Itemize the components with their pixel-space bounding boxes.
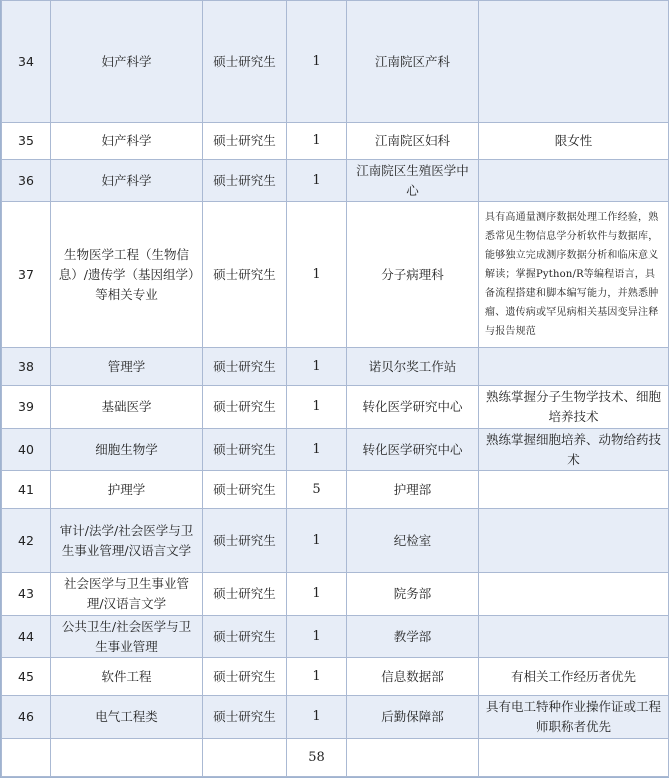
total-empty-cell xyxy=(2,739,51,777)
degree-cell: 硕士研究生 xyxy=(203,658,287,696)
requirement-cell: 限女性 xyxy=(479,123,669,160)
major-cell: 社会医学与卫生事业管理/汉语言文学 xyxy=(51,573,203,616)
table-row xyxy=(2,509,669,573)
department-cell: 转化医学研究中心 xyxy=(347,429,479,471)
major-cell: 基础医学 xyxy=(51,386,203,429)
requirement-cell: 具有高通量测序数据处理工作经验，熟悉常见生物信息学分析软件与数据库，能够独立完成测序数据分析和临床意义解读；掌握Python/R等编程语言，具备流程搭建和脚本编写能力，并熟悉肿瘤、遗传病或罕见病相关基因变异注释与报告规范 xyxy=(479,202,669,348)
recruitment-table xyxy=(1,0,669,777)
requirement-cell xyxy=(479,471,669,509)
table-row xyxy=(2,160,669,202)
count-cell: 1 xyxy=(287,123,347,160)
total-empty-cell xyxy=(51,739,203,777)
row-number: 42 xyxy=(2,509,51,573)
total-count-cell: 58 xyxy=(287,739,347,777)
degree-cell: 硕士研究生 xyxy=(203,160,287,202)
degree-cell: 硕士研究生 xyxy=(203,202,287,348)
department-cell: 教学部 xyxy=(347,616,479,658)
major-cell: 护理学 xyxy=(51,471,203,509)
count-cell: 5 xyxy=(287,471,347,509)
table-row xyxy=(2,348,669,386)
major-cell: 妇产科学 xyxy=(51,1,203,123)
row-number: 43 xyxy=(2,573,51,616)
requirement-cell xyxy=(479,616,669,658)
degree-cell: 硕士研究生 xyxy=(203,573,287,616)
degree-cell: 硕士研究生 xyxy=(203,471,287,509)
table-row xyxy=(2,471,669,509)
department-cell: 护理部 xyxy=(347,471,479,509)
table-row xyxy=(2,573,669,616)
department-cell: 院务部 xyxy=(347,573,479,616)
department-cell: 诺贝尔奖工作站 xyxy=(347,348,479,386)
total-empty-cell xyxy=(479,739,669,777)
count-cell: 1 xyxy=(287,429,347,471)
department-cell: 江南院区产科 xyxy=(347,1,479,123)
row-number: 41 xyxy=(2,471,51,509)
degree-cell: 硕士研究生 xyxy=(203,386,287,429)
count-cell: 1 xyxy=(287,160,347,202)
table-row xyxy=(2,616,669,658)
requirement-cell xyxy=(479,509,669,573)
total-empty-cell xyxy=(203,739,287,777)
table-row xyxy=(2,202,669,348)
row-number: 37 xyxy=(2,202,51,348)
table-row xyxy=(2,696,669,739)
major-cell: 审计/法学/社会医学与卫生事业管理/汉语言文学 xyxy=(51,509,203,573)
table-row xyxy=(2,123,669,160)
major-cell: 管理学 xyxy=(51,348,203,386)
row-number: 34 xyxy=(2,1,51,123)
major-cell: 软件工程 xyxy=(51,658,203,696)
count-cell: 1 xyxy=(287,658,347,696)
department-cell: 转化医学研究中心 xyxy=(347,386,479,429)
table-body xyxy=(2,1,669,777)
degree-cell: 硕士研究生 xyxy=(203,696,287,739)
table-row xyxy=(2,1,669,123)
count-cell: 1 xyxy=(287,616,347,658)
count-cell: 1 xyxy=(287,1,347,123)
row-number: 46 xyxy=(2,696,51,739)
department-cell: 后勤保障部 xyxy=(347,696,479,739)
row-number: 35 xyxy=(2,123,51,160)
requirement-cell: 具有电工特种作业操作证或工程师职称者优先 xyxy=(479,696,669,739)
department-cell: 纪检室 xyxy=(347,509,479,573)
major-cell: 公共卫生/社会医学与卫生事业管理 xyxy=(51,616,203,658)
table-row xyxy=(2,429,669,471)
requirement-cell: 熟练掌握细胞培养、动物给药技术 xyxy=(479,429,669,471)
count-cell: 1 xyxy=(287,573,347,616)
major-cell: 妇产科学 xyxy=(51,123,203,160)
major-cell: 电气工程类 xyxy=(51,696,203,739)
row-number: 45 xyxy=(2,658,51,696)
major-cell: 妇产科学 xyxy=(51,160,203,202)
department-cell: 信息数据部 xyxy=(347,658,479,696)
degree-cell: 硕士研究生 xyxy=(203,123,287,160)
department-cell: 江南院区生殖医学中心 xyxy=(347,160,479,202)
requirement-cell xyxy=(479,573,669,616)
degree-cell: 硕士研究生 xyxy=(203,509,287,573)
requirement-cell xyxy=(479,1,669,123)
degree-cell: 硕士研究生 xyxy=(203,616,287,658)
requirement-cell xyxy=(479,160,669,202)
degree-cell: 硕士研究生 xyxy=(203,429,287,471)
department-cell: 分子病理科 xyxy=(347,202,479,348)
major-cell: 细胞生物学 xyxy=(51,429,203,471)
total-row xyxy=(2,739,669,777)
degree-cell: 硕士研究生 xyxy=(203,1,287,123)
row-number: 36 xyxy=(2,160,51,202)
count-cell: 1 xyxy=(287,386,347,429)
row-number: 44 xyxy=(2,616,51,658)
degree-cell: 硕士研究生 xyxy=(203,348,287,386)
row-number: 39 xyxy=(2,386,51,429)
requirement-cell: 熟练掌握分子生物学技术、细胞培养技术 xyxy=(479,386,669,429)
table-row xyxy=(2,658,669,696)
total-empty-cell xyxy=(347,739,479,777)
department-cell: 江南院区妇科 xyxy=(347,123,479,160)
count-cell: 1 xyxy=(287,202,347,348)
requirement-cell xyxy=(479,348,669,386)
row-number: 38 xyxy=(2,348,51,386)
requirement-cell: 有相关工作经历者优先 xyxy=(479,658,669,696)
count-cell: 1 xyxy=(287,348,347,386)
row-number: 40 xyxy=(2,429,51,471)
major-cell: 生物医学工程（生物信息）/遗传学（基因组学）等相关专业 xyxy=(51,202,203,348)
count-cell: 1 xyxy=(287,696,347,739)
table-row xyxy=(2,386,669,429)
count-cell: 1 xyxy=(287,509,347,573)
